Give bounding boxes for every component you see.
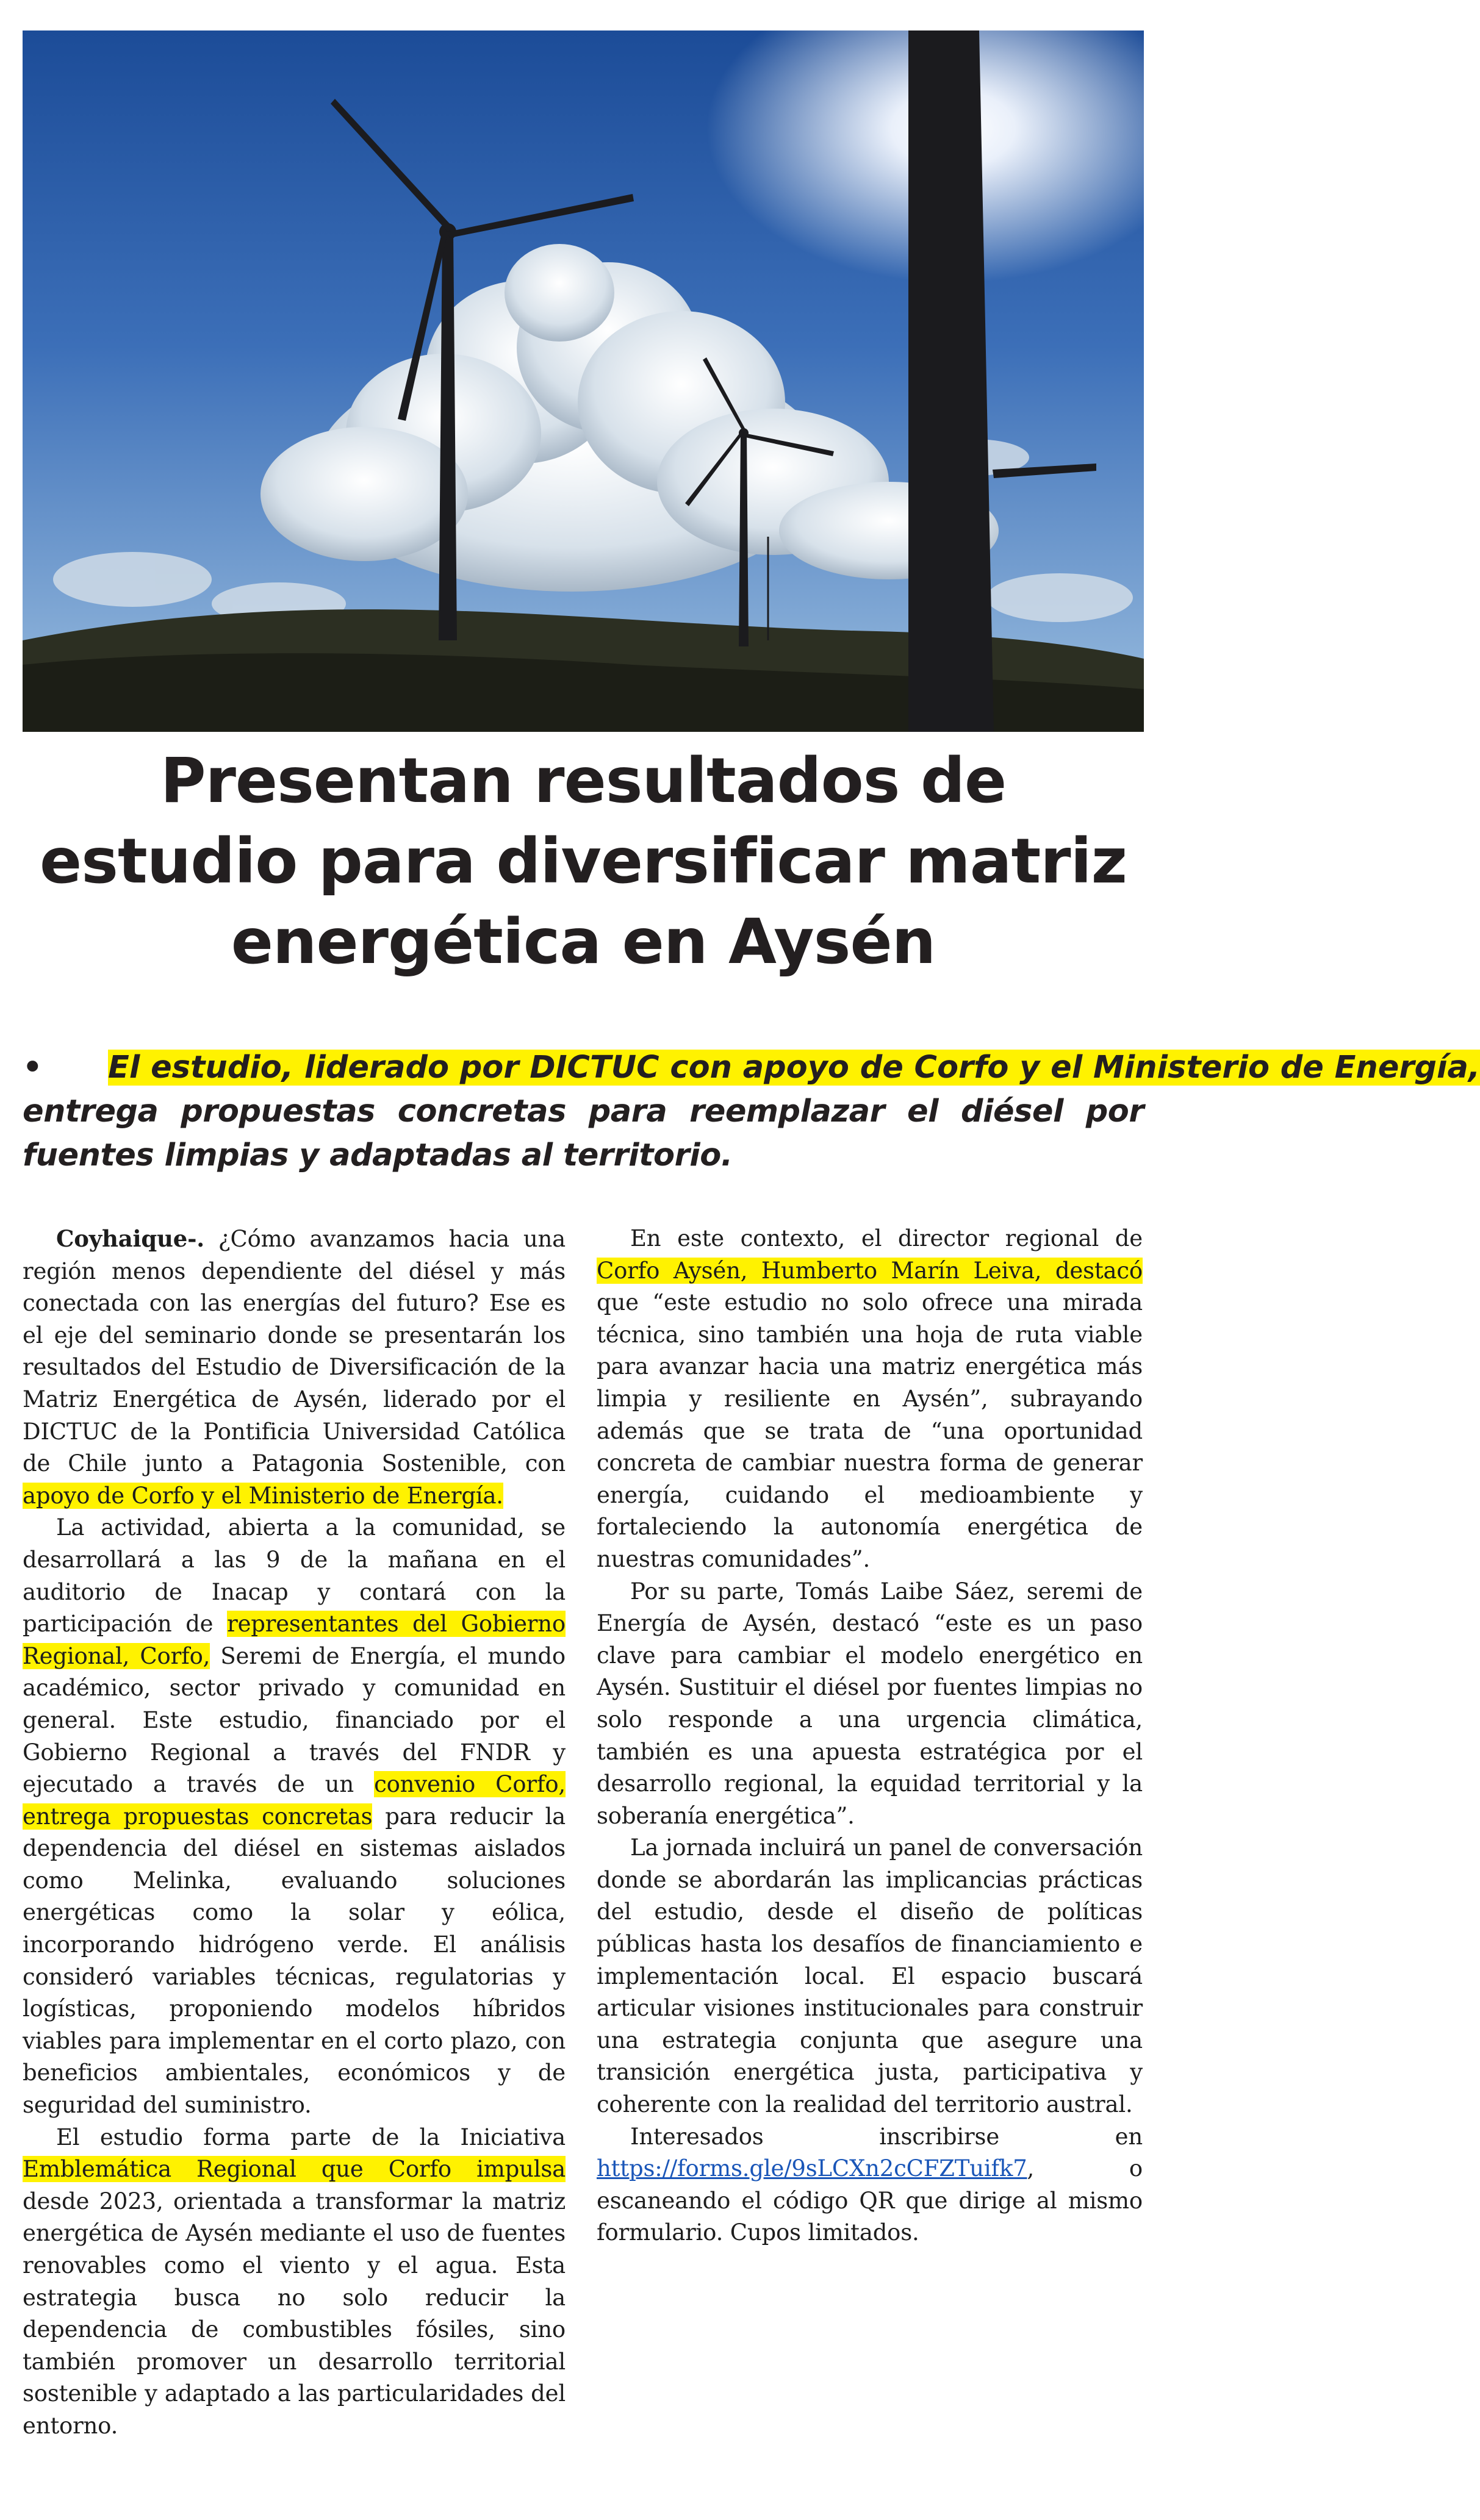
paragraph-2-text-3: para reducir la dependencia del diésel en sistemas aislados como Melinka, evaluando soluciones energéticas como la solar y eólica, incorporando hidrógeno verde. El análisis consideró variables técnicas, regulatorias y logísticas, proponiendo modelos híbridos viables para implementar en el corto plazo, con beneficios ambientales, económicos y de seguridad del suministro. xyxy=(23,1803,566,2119)
paragraph-2 xyxy=(23,1512,566,2121)
lead-bullet: • xyxy=(23,1050,43,1086)
paragraph-2-highlight-1: representantes del Gobierno Regional, Corfo, xyxy=(23,1611,566,1669)
paragraph-3-text-2: desde 2023, orientada a transformar la matriz energética de Aysén mediante el uso de fuentes renovables como el viento y el agua. Esta estrategia busca no solo reducir la dependencia de combustibles fósiles, sino también promover un desarrollo territorial sostenible y adaptado a las particularidades del entorno. xyxy=(23,2188,566,2439)
paragraph-7-text-2: , o escaneando el código QR que dirige al mismo formulario. Cupos limitados. xyxy=(597,2155,1143,2246)
body-column-left xyxy=(23,1223,566,2443)
paragraph-5: Por su parte, Tomás Laibe Sáez, seremi de Energía de Aysén, destacó “este es un paso clave para cambiar el modelo energético en Aysén. Sustituir el diésel por fuentes limpias no solo responde a una urgencia climática, también es una apuesta estratégica por el desarrollo regional, la equidad territorial y la soberanía energética”. xyxy=(597,1578,1143,1829)
body-column-right xyxy=(597,1223,1143,2249)
paragraph-2-text-1: La actividad, abierta a la comunidad, se desarrollará a las 9 de la mañana en el auditorio de Inacap y contará con la participación de xyxy=(23,1514,566,1638)
registration-link[interactable]: https://forms.gle/9sLCXn2cCFZTuifk7 xyxy=(597,2155,1027,2182)
paragraph-2-highlight-2: convenio Corfo, entrega propuestas concretas xyxy=(23,1771,566,1830)
paragraph-7 xyxy=(597,2121,1143,2249)
headline-line-3: energética en Aysén xyxy=(231,906,936,978)
paragraph-1-text: ¿Cómo avanzamos hacia una región menos dependiente del diésel y más conectada con las energías del futuro? Ese es el eje del seminario donde se presentarán los resultados del Estudio de Diversificación de la Matriz Energética de Aysén, liderado por el DICTUC de la Pontificia Universidad Católica de Chile junto a Patagonia Sostenible, con xyxy=(23,1226,566,1477)
paragraph-1-highlight: apoyo de Corfo y el Ministerio de Energía. xyxy=(23,1482,503,1509)
paragraph-3 xyxy=(23,2122,566,2443)
paragraph-4-text-2: que “este estudio no solo ofrece una mirada técnica, sino también una hoja de ruta viable para avanzar hacia una matriz energética más limpia y resiliente en Aysén”, subrayando además que se trata de “una oportunidad concreta de cambiar nuestra forma de generar energía, cuidando el medioambiente y fortaleciendo la autonomía energética de nuestras comunidades”. xyxy=(597,1289,1143,1572)
headline xyxy=(23,741,1144,983)
dateline: Coyhaique-. xyxy=(56,1225,204,1252)
paragraph-3-text-1: El estudio forma parte de la Iniciativa xyxy=(56,2124,566,2150)
wind-turbines-photo xyxy=(23,30,1144,732)
paragraph-2-text-2: Seremi de Energía, el mundo académico, sector privado y comunidad en general. Este estudio, financiado por el Gobierno Regional a través del FNDR y ejecutado a través de un xyxy=(23,1642,566,1798)
photo-illustration xyxy=(23,30,1144,732)
paragraph-1 xyxy=(23,1223,566,1512)
paragraph-4-highlight: Corfo Aysén, Humberto Marín Leiva, destacó xyxy=(597,1257,1143,1284)
lead-highlighted-text: El estudio, liderado por DICTUC con apoyo de Corfo y el Ministerio de Energía, xyxy=(108,1050,1480,1086)
paragraph-4 xyxy=(597,1223,1143,1576)
paragraph-3-highlight: Emblemática Regional que Corfo impulsa xyxy=(23,2156,566,2183)
headline-line-1: Presentan resultados de xyxy=(160,745,1007,817)
headline-line-2: estudio para diversificar matriz xyxy=(40,825,1127,898)
lead-summary xyxy=(23,1046,1480,1178)
lead-text: entrega propuestas concretas para reemplazar el diésel por fuentes limpias y adaptadas al territorio. xyxy=(23,1094,1144,1173)
paragraph-6: La jornada incluirá un panel de conversación donde se abordarán las implicancias prácticas del estudio, desde el diseño de políticas públicas hasta los desafíos de financiamiento e implementación local. El espacio buscará articular visiones institucionales para construir una estrategia conjunta que asegure una transición energética justa, participativa y coherente con la realidad del territorio austral. xyxy=(597,1835,1143,2118)
paragraph-4-text-1: En este contexto, el director regional de xyxy=(630,1225,1143,1251)
paragraph-7-text-1: Interesados inscribirse en xyxy=(630,2123,1143,2150)
